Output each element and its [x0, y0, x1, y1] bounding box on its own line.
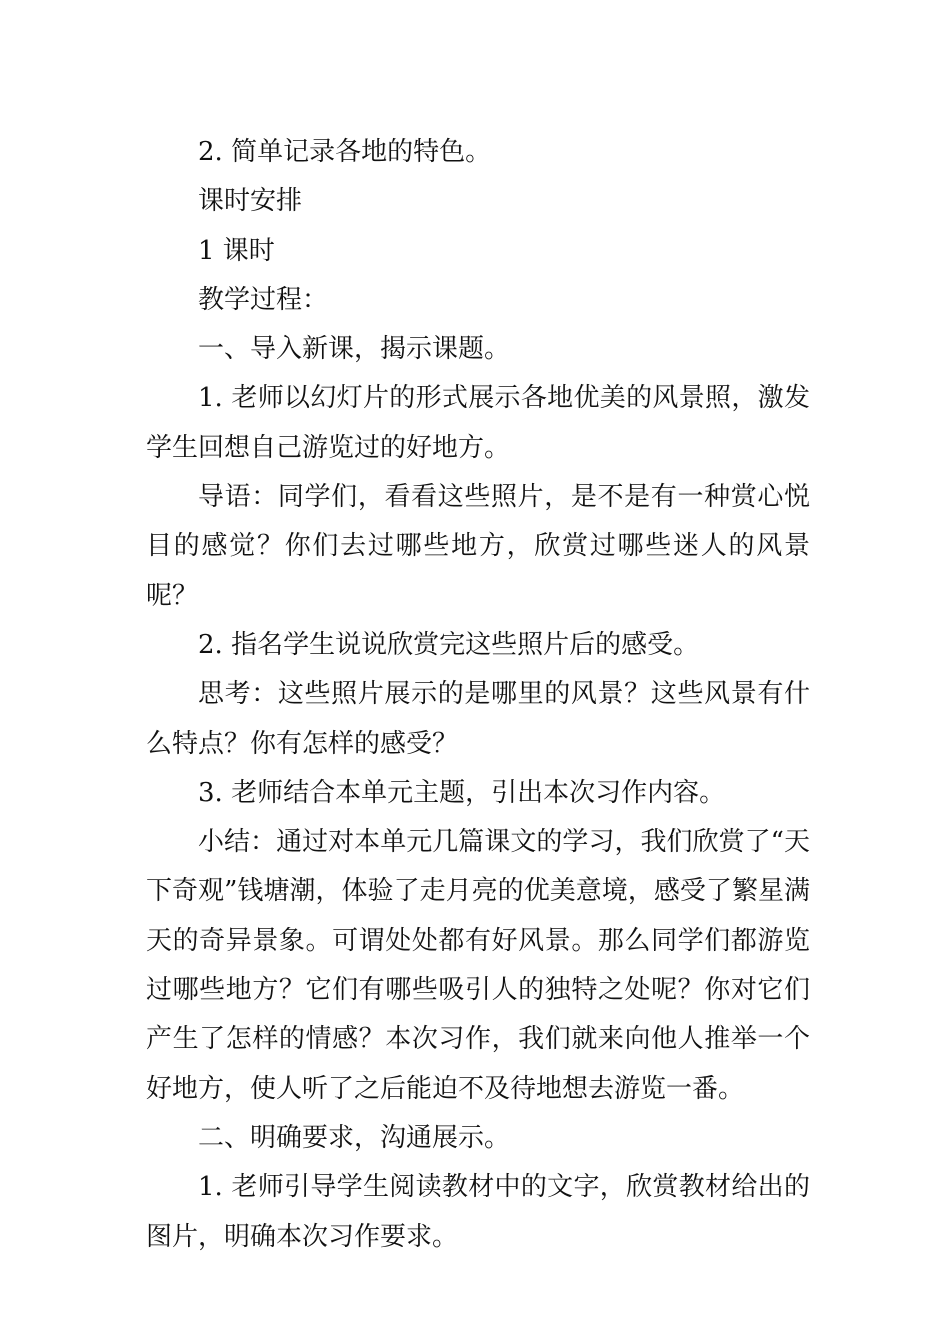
paragraph-intro-speech: 导语：同学们，看看这些照片，是不是有一种赏心悦目的感觉？你们去过哪些地方，欣赏过哪些迷人的风景呢？ — [146, 482, 810, 611]
paragraph-step-2: 2. 指名学生说说欣赏完这些照片后的感受。 — [198, 629, 700, 660]
paragraph-step-3: 3. 老师结合本单元主题，引出本次习作内容。 — [198, 777, 726, 808]
body-text — [146, 128, 810, 1262]
paragraph-record-features: 2. 简单记录各地的特色。 — [198, 137, 492, 167]
paragraph-schedule-value: 1 课时 — [198, 235, 275, 266]
paragraph-thinking: 思考：这些照片展示的是哪里的风景？这些风景有什么特点？你有怎样的感受？ — [146, 679, 810, 759]
paragraph-section-one-heading: 一、导入新课，揭示课题。 — [198, 334, 511, 365]
paragraph-process-heading: 教学过程： — [198, 284, 329, 315]
paragraph-schedule-heading: 课时安排 — [198, 186, 303, 217]
paragraph-section-two-heading: 二、明确要求，沟通展示。 — [198, 1122, 511, 1153]
paragraph-summary: 小结：通过对本单元几篇课文的学习，我们欣赏了“天下奇观”钱塘潮，体验了走月亮的优美意境，感受了繁星满天的奇异景象。可谓处处都有好风景。那么同学们都游览过哪些地方？它们有哪些吸引人的独特之处呢？你对它们产生了怎样的情感？本次习作，我们就来向他人推举一个好地方，使人听了之后能迫不及待地想去游览一番。 — [146, 827, 810, 1104]
paragraph-section-two-step-1: 1. 老师引导学生阅读教材中的文字，欣赏教材给出的图片，明确本次习作要求。 — [146, 1172, 810, 1252]
paragraph-step-1: 1. 老师以幻灯片的形式展示各地优美的风景照，激发学生回想自己游览过的好地方。 — [146, 383, 810, 463]
